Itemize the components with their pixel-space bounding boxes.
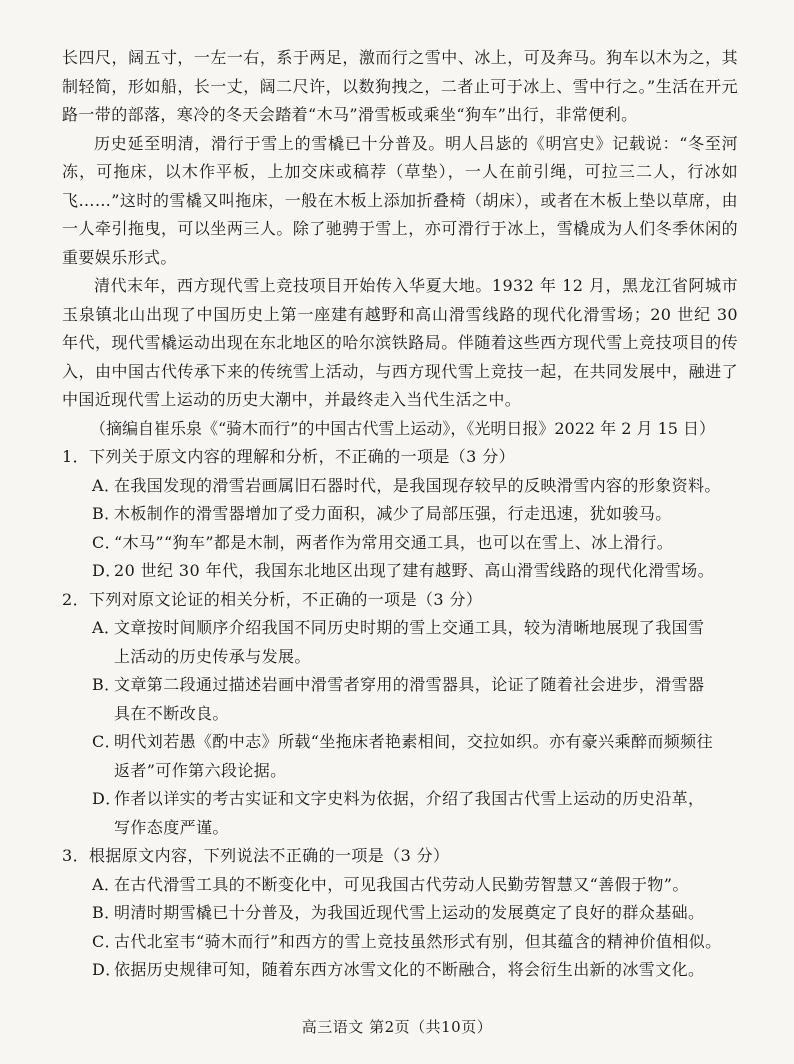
option-text: 20 世纪 30 年代，我国东北地区出现了建有越野、高山滑雪线路的现代化滑雪场。 bbox=[114, 561, 714, 580]
question-2-option-d bbox=[62, 785, 738, 814]
option-letter: B． bbox=[92, 903, 121, 922]
option-letter: C． bbox=[92, 732, 122, 751]
question-1-option-b bbox=[62, 500, 738, 529]
option-text: “木马”“狗车”都是木制，两者作为常用交通工具，也可以在雪上、冰上滑行。 bbox=[114, 532, 674, 552]
option-text: 在我国发现的滑雪岩画属旧石器时代，是我国现存较早的反映滑雪内容的形象资料。 bbox=[114, 475, 721, 495]
question-3-option-b bbox=[62, 899, 738, 928]
question-1-option-d bbox=[62, 557, 738, 586]
question-2-option-c bbox=[62, 728, 738, 757]
question-1-option-c bbox=[62, 529, 738, 558]
question-3-option-d bbox=[62, 956, 738, 985]
option-text: 在古代滑雪工具的不断变化中，可见我国古代劳动人民勤劳智慧又“善假于物”。 bbox=[114, 874, 689, 894]
question-3-option-a bbox=[62, 871, 738, 900]
option-letter: D． bbox=[92, 789, 122, 808]
option-text: 古代北室韦“骑木而行”和西方的雪上竞技虽然形式有别，但其蕴含的精神价值相似。 bbox=[114, 931, 722, 951]
option-letter: D． bbox=[92, 561, 122, 580]
question-3-stem: 3．根据原文内容，下列说法不正确的一项是（3 分） bbox=[62, 846, 450, 865]
question-2-option-c-continuation: 返者”可作第六段论据。 bbox=[114, 760, 287, 780]
option-letter: C． bbox=[92, 532, 122, 552]
question-2-option-b-continuation: 具在不断改良。 bbox=[114, 703, 229, 723]
option-text: 木板制作的滑雪器增加了受力面积，减少了局部压强，行走迅速，犹如骏马。 bbox=[114, 504, 672, 523]
question-2-option-b bbox=[62, 671, 738, 700]
option-text: 明代刘若愚《酌中志》所载“坐拖床者艳素相间，交拉如织。亦有豪兴乘醉而频频往 bbox=[114, 732, 713, 751]
option-letter: A． bbox=[92, 618, 121, 637]
option-text: 文章按时间顺序介绍我国不同历史时期的雪上交通工具，较为清晰地展现了我国雪 bbox=[114, 618, 705, 637]
question-1-stem: 1．下列关于原文内容的理解和分析，不正确的一项是（3 分） bbox=[62, 447, 516, 466]
question-1-option-a bbox=[62, 472, 738, 501]
page-footer: 高三语文 第2页（共10页） bbox=[301, 1018, 493, 1036]
option-letter: A． bbox=[92, 874, 121, 894]
question-2-option-a bbox=[62, 614, 738, 643]
question-3-option-c bbox=[62, 928, 738, 957]
question-2-option-a-continuation: 上活动的历史传承与发展。 bbox=[114, 646, 311, 666]
option-letter: B． bbox=[92, 675, 121, 694]
question-2-option-d-continuation: 写作态度严谨。 bbox=[114, 817, 229, 837]
passage-paragraph-1: 长四尺，阔五寸，一左一右，系于两足，激而行之雪中、冰上，可及奔马。狗车以木为之，其制轻简，形如船，长一丈，阔二尺许，以数狗拽之，二者止可于冰上、雪中行之。”生活在开元路一带的部落，寒冷的冬天会踏着“木马”滑雪板或乘坐“狗车”出行，非常便利。 bbox=[62, 48, 738, 124]
exam-body bbox=[62, 44, 738, 985]
option-letter: B． bbox=[92, 504, 121, 523]
option-text: 明清时期雪橇已十分普及，为我国近现代雪上运动的发展奠定了良好的群众基础。 bbox=[114, 903, 705, 922]
passage-paragraph-3: 清代末年，西方现代雪上竞技项目开始传入华夏大地。1932 年 12 月，黑龙江省阿城市玉泉镇北山出现了中国历史上第一座建有越野和高山滑雪线路的现代化滑雪场；20 世纪 30 年代，现代雪橇运动出现在东北地区的哈尔滨铁路局。伴随着这些西方现代雪上竞技项目的传入，由中国古代传承下来的传统雪上活动，与西方现代雪上竞技一起，在共同发展中，融进了中国近现代雪上运动的历史大潮中，并最终走入当代生活之中。 bbox=[62, 276, 738, 409]
option-letter: D． bbox=[92, 960, 122, 979]
option-letter: C． bbox=[92, 931, 122, 951]
passage-paragraph-2: 历史延至明清，滑行于雪上的雪橇已十分普及。明人吕毖的《明宫史》记载说：“冬至河冻，可拖床，以木作平板，上加交床或稿荐（草垫），一人在前引绳，可拉三二人，行冰如飞……”这时的雪橇又叫拖床，一般在木板上添加折叠椅（胡床），或者在木板上垫以草席，由一人牵引拖曳，可以坐两三人。除了驰骋于雪上，亦可滑行于冰上，雪橇成为人们冬季休闲的重要娱乐形式。 bbox=[62, 133, 738, 267]
option-text: 依据历史规律可知，随着东西方冰雪文化的不断融合，将会衍生出新的冰雪文化。 bbox=[114, 960, 705, 979]
option-text: 文章第二段通过描述岩画中滑雪者穿用的滑雪器具，论证了随着社会进步，滑雪器 bbox=[114, 675, 705, 694]
passage-source: （摘编自崔乐泉《“骑木而行”的中国古代雪上运动》，《光明日报》2022 年 2 月 15 日） bbox=[90, 418, 716, 438]
question-2-stem: 2．下列对原文论证的相关分析，不正确的一项是（3 分） bbox=[62, 589, 483, 609]
option-letter: A． bbox=[92, 475, 121, 495]
option-text: 作者以详实的考古实证和文字史料为依据，介绍了我国古代雪上运动的历史沿革， bbox=[114, 789, 705, 808]
